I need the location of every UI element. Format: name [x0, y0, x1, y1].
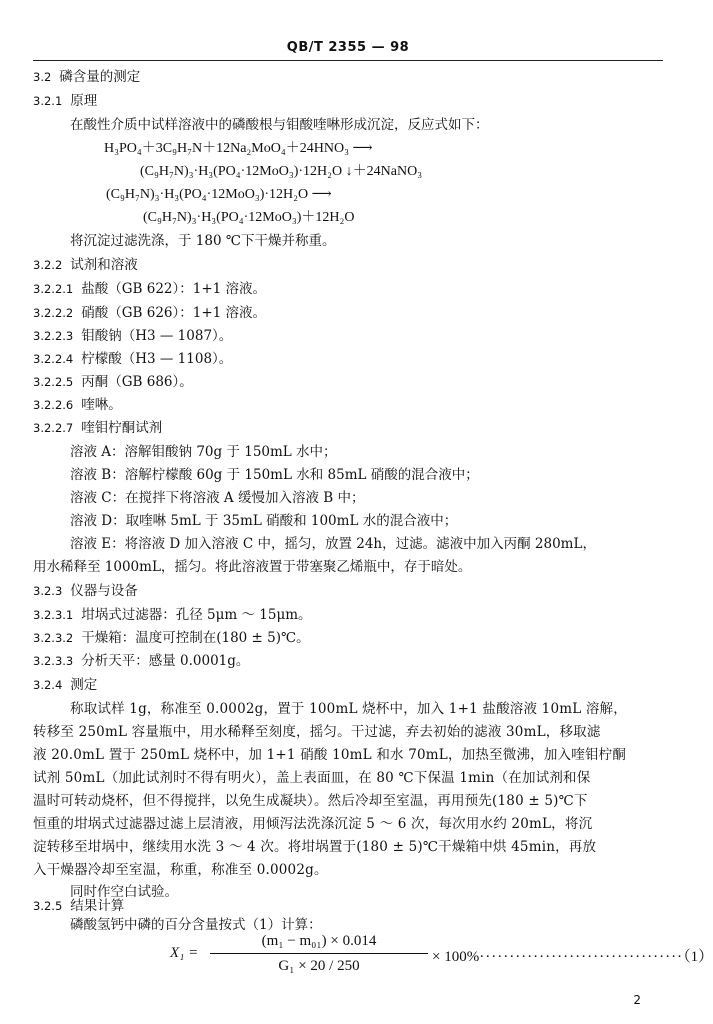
procedure-line: 入干燥器冷却至室温，称重，称准至 0.0002g。	[33, 862, 328, 878]
item-text: 丙酮（GB 686）。	[81, 374, 193, 390]
item-text: 钼酸钠（H3 — 1087）。	[81, 328, 233, 344]
section-3-2-3-heading	[33, 581, 656, 601]
item-number: 3.2.2.1	[33, 282, 74, 296]
procedure-line: 液 20.0mL 置于 250mL 烧杯中，加 1+1 硝酸 10mL 和水 70mL，加热至微沸，加入喹钼柠酮	[33, 747, 627, 763]
item-text: 喹啉。	[81, 397, 122, 413]
section-number: 3.2.4	[33, 678, 63, 692]
solution-e-line-1: 溶液 E：将溶液 D 加入溶液 C 中，摇匀，放置 24h，过滤。滤液中加入丙酮 280mL，	[70, 536, 596, 552]
formula-denominator: G₁ × 20 / 250	[278, 958, 360, 974]
section-title: 原理	[70, 93, 98, 109]
formula-fraction	[210, 930, 428, 977]
equation-2: (C₉H₇N)₃·H₃(PO₄·12MoO₃)·12H₂O ↓＋24NaNO₃	[140, 164, 423, 179]
solution-b: 溶液 B：溶解柠檬酸 60g 于 150mL 水和 85mL 硝酸的混合液中；	[70, 467, 479, 483]
procedure-line: 淀转移至坩埚中，继续用水洗 3 ～ 4 次。将坩埚置于(180 ± 5)℃干燥箱中烘 45min，再放	[33, 839, 597, 855]
fraction-bar	[210, 953, 428, 954]
instrument-item	[33, 651, 656, 671]
reagent-item	[33, 418, 656, 438]
item-text: 干燥箱：温度可控制在(180 ± 5)℃。	[81, 630, 310, 646]
solution-d: 溶液 D：取喹啉 5mL 于 35mL 硝酸和 100mL 水的混合液中；	[70, 513, 458, 529]
equation-1: H₃PO₄＋3C₉H₇N＋12Na₂MoO₄＋24HNO₃ ⟶	[104, 141, 373, 156]
instrument-item	[33, 605, 656, 625]
solution-c: 溶液 C：在搅拌下将溶液 A 缓慢加入溶液 B 中；	[70, 490, 365, 506]
item-text: 盐酸（GB 622）：1+1 溶液。	[81, 281, 267, 297]
section-number: 3.2.3	[33, 584, 63, 598]
section-3-2-5-heading	[33, 896, 656, 916]
procedure-line: 转移至 250mL 容量瓶中，用水稀释至刻度，摇匀。干过滤，弃去初始的滤液 30mL，移取滤	[33, 724, 601, 740]
section-title: 试剂和溶液	[70, 257, 138, 273]
header-rule	[33, 60, 663, 61]
section-3-2-heading	[33, 67, 656, 87]
item-text: 柠檬酸（H3 — 1108）。	[81, 351, 233, 367]
item-number: 3.2.3.3	[33, 654, 74, 668]
reagent-item	[33, 372, 656, 392]
section-title: 结果计算	[70, 898, 125, 914]
reagent-item	[33, 395, 656, 415]
formula-percent: × 100%	[432, 949, 480, 965]
equation-4: (C₉H₇N)₃·H₃(PO₄·12MoO₃)＋12H₂O	[143, 210, 355, 225]
calculation-intro: 磷酸氢钙中磷的百分含量按式（1）计算：	[70, 917, 322, 933]
formula-lhs: X₁ =	[170, 945, 199, 961]
item-number: 3.2.2.5	[33, 375, 74, 389]
formula-tail	[432, 945, 713, 966]
section-title: 仪器与设备	[70, 583, 138, 599]
section-number: 3.2.1	[33, 94, 63, 108]
page-number: 2	[633, 993, 641, 1007]
item-number: 3.2.2.4	[33, 352, 74, 366]
section-title: 磷含量的测定	[59, 69, 141, 85]
formula-leader-dots: ··································	[479, 949, 684, 965]
solution-a: 溶液 A：溶解钼酸钠 70g 于 150mL 水中；	[70, 444, 337, 460]
section-title: 测定	[70, 677, 98, 693]
item-number: 3.2.3.1	[33, 608, 74, 622]
section-number: 3.2	[33, 70, 52, 84]
reagent-item	[33, 326, 656, 346]
formula-equation-number: （1）	[683, 949, 713, 965]
formula-numerator: (m₁ − m₀₁) × 0.014	[261, 933, 377, 949]
item-text: 分析天平：感量 0.0001g。	[81, 653, 250, 669]
solution-e-line-2: 用水稀释至 1000mL，摇匀。将此溶液置于带塞聚乙烯瓶中，存于暗处。	[33, 559, 472, 575]
instrument-item	[33, 628, 656, 648]
reagent-item	[33, 279, 656, 299]
item-number: 3.2.2.6	[33, 398, 74, 412]
item-text: 硝酸（GB 626）：1+1 溶液。	[81, 305, 267, 321]
section-number: 3.2.2	[33, 258, 63, 272]
principle-text: 在酸性介质中试样溶液中的磷酸根与钼酸喹啉形成沉淀，反应式如下：	[70, 117, 489, 133]
item-number: 3.2.3.2	[33, 631, 74, 645]
result-formula	[170, 930, 713, 978]
section-3-2-4-heading	[33, 675, 656, 695]
item-number: 3.2.2.3	[33, 329, 74, 343]
procedure-line: 试剂 50mL（加此试剂时不得有明火），盖上表面皿，在 80 ℃下保温 1min（在加试剂和保	[33, 770, 591, 786]
procedure-line: 恒重的坩埚式过滤器过滤上层清液，用倾泻法洗涤沉淀 5 ～ 6 次，每次用水约 20mL，将沉	[33, 816, 593, 832]
item-text: 喹钼柠酮试剂	[81, 420, 163, 436]
item-number: 3.2.2.7	[33, 421, 74, 435]
reagent-item	[33, 303, 656, 323]
procedure-line: 称取试样 1g，称准至 0.0002g，置于 100mL 烧杯中，加入 1+1 盐酸溶液 10mL 溶解，	[70, 701, 628, 717]
section-3-2-2-heading	[33, 255, 656, 275]
standard-code-header: QB/T 2355 — 98	[286, 40, 410, 55]
blank-test-note: 同时作空白试验。	[70, 884, 178, 900]
item-text: 坩埚式过滤器：孔径 5μm ～ 15μm。	[81, 607, 312, 623]
procedure-line: 温时可转动烧杯，但不得搅拌，以免生成凝块）。然后冷却至室温，再用预先(180 ± 5)℃下	[33, 793, 588, 809]
reagent-item	[33, 349, 656, 369]
item-number: 3.2.2.2	[33, 306, 74, 320]
principle-end-text: 将沉淀过滤洗涤，于 180 ℃下干燥并称重。	[70, 233, 336, 249]
section-3-2-1-heading	[33, 91, 656, 111]
equation-3: (C₉H₇N)₃·H₃(PO₄·12MoO₃)·12H₂O ⟶	[106, 187, 332, 202]
section-number: 3.2.5	[33, 899, 63, 913]
